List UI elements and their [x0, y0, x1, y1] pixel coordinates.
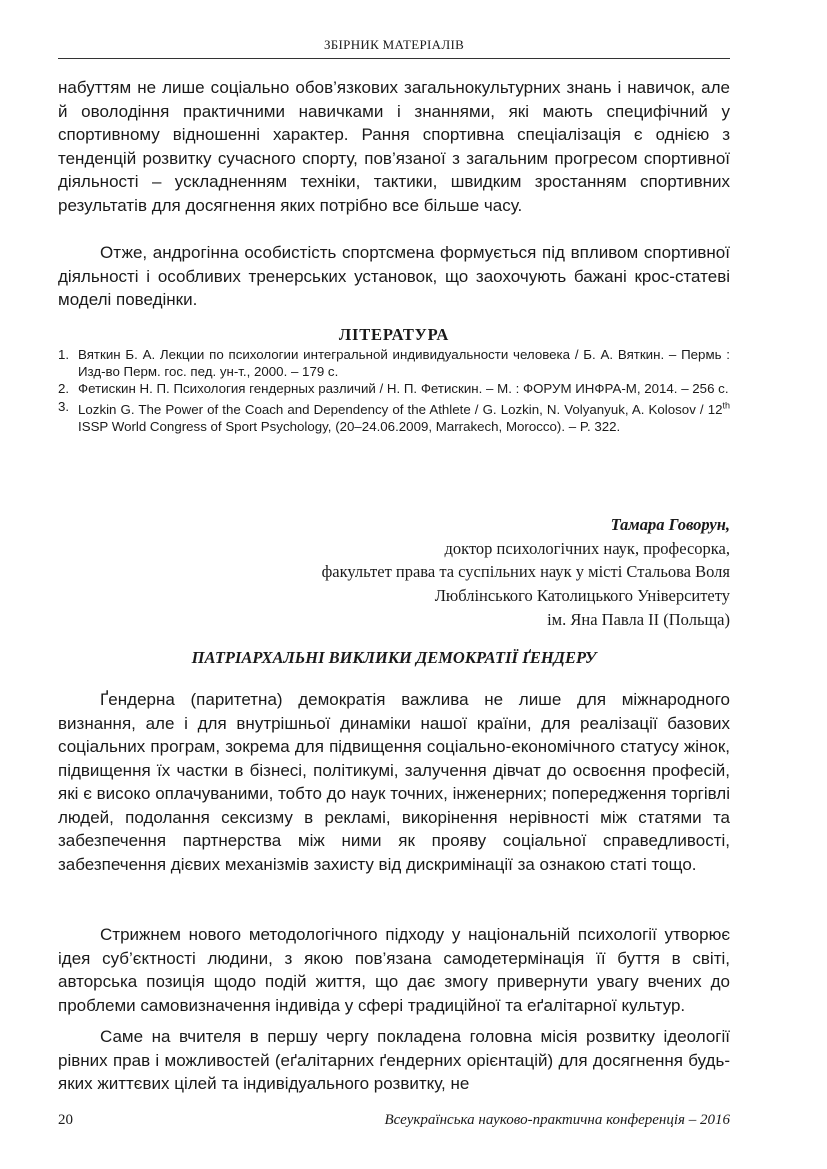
reference-list — [58, 346, 730, 435]
reference-item — [58, 346, 730, 380]
header-rule — [58, 58, 730, 59]
intro-paragraph-2: Отже, андрогінна особистість спортсмена формується під впливом спортивної діяльності і особливих тренерських установок, що заохочують бажані крос-статеві моделі поведінки. — [58, 243, 730, 309]
reference-text — [78, 402, 730, 434]
reference-number: 1. — [58, 347, 70, 362]
reference-text-part: ISSP World Congress of Sport Psychology, (20–24.06.2009, Marrakech, Morocco). – P. 322. — [78, 419, 621, 435]
reference-number: 2. — [58, 381, 70, 397]
author-degree: доктор психологічних наук, професорка, — [444, 538, 730, 558]
author-faculty: факультет права та суспільних наук у місті Стальова Воля — [321, 562, 730, 582]
literature-title: ЛІТЕРАТУРА — [338, 325, 450, 344]
author-university: Люблінського Католицького Університету — [434, 586, 730, 606]
article-paragraph-3: Саме на вчителя в першу чергу покладена головна місія розвитку ідеології рівних прав і можливостей (еґалітарних ґендерних орієнтацій) для досягнення будь-яких життєвих цілей та індивідуального розвитку, не — [58, 1027, 730, 1093]
running-head: ЗБІРНИК МАТЕРІАЛІВ — [323, 37, 465, 52]
reference-item — [58, 380, 730, 397]
reference-item — [58, 398, 730, 436]
author-name: Тамара Говорун, — [610, 515, 730, 534]
article-title: ПАТРІАРХАЛЬНІ ВИКЛИКИ ДЕМОКРАТІЇ ҐЕНДЕРУ — [191, 648, 597, 667]
reference-text: Вяткин Б. А. Лекции по психологии интегральной индивидуальности человека / Б. А. Вяткин. – Пермь : Изд-во Перм. гос. пед. ун-т., 2000. – 179 с. — [78, 347, 730, 380]
intro-paragraph-1: набуттям не лише соціально обов’язкових загальнокультурних знань і навичок, але й оволодіння практичними навичками і знаннями, які мають специфічний у спортивному відношенні характер. Рання спортивна спеціалізація є однією з тенденцій розвитку сучасного спорту, пов’язаної з загальним прогресом спортивної діяльності – ускладненням техніки, тактики, швидким зростанням спортивних результатів для досягнення яких потрібно все більше часу. — [58, 78, 730, 215]
reference-text-part: Lozkin G. The Power of the Coach and Dependency of the Athlete / G. Lozkin, N. Volyanyuk, A. Kolosov / 12 — [78, 402, 723, 418]
conference-footer: Всеукраїнська науково-практична конференція – 2016 — [384, 1112, 730, 1128]
reference-number: 3. — [58, 398, 70, 414]
article-paragraph-1: Ґендерна (паритетна) демократія важлива не лише для міжнародного визнання, але і для внутрішньої динаміки нашої країни, для реалізації базових соціальних програм, зокрема для підвищення соціально-економічного статусу жінок, підвищення їх частки в бізнесі, політикумі, залучення дівчат до освоєння професій, які є високо оплачуваними, тобто до наук точних, інженерних; попередження торгівлі людей, подолання сексизму в рекламі, викорінення нерівності між статями та забезпечення партнерства між ними як прояву соціальної справедливості, забезпечення дієвих механізмів захисту від дискримінації за ознакою статі тощо. — [58, 690, 730, 874]
author-block — [322, 513, 730, 632]
article-paragraph-2: Стрижнем нового методологічного підходу у національній психології утворює ідея суб’єктності людини, з якою пов’язана самодетермінація її буття в світі, авторська позиція щодо подій життя, що дає змогу привернути увагу вчених до проблеми самовизначення індивіда у сфері традиційної та еґалітарної культур. — [58, 925, 730, 1015]
reference-text: Фетискин Н. П. Психология гендерных различий / Н. П. Фетискин. – М. : ФОРУМ ИНФРА-М, 2014. – 256 с. — [78, 381, 729, 397]
reference-ordinal-suffix: th — [722, 400, 730, 411]
author-university-country: ім. Яна Павла ІІ (Польща) — [547, 609, 730, 629]
page-number: 20 — [58, 1112, 73, 1128]
